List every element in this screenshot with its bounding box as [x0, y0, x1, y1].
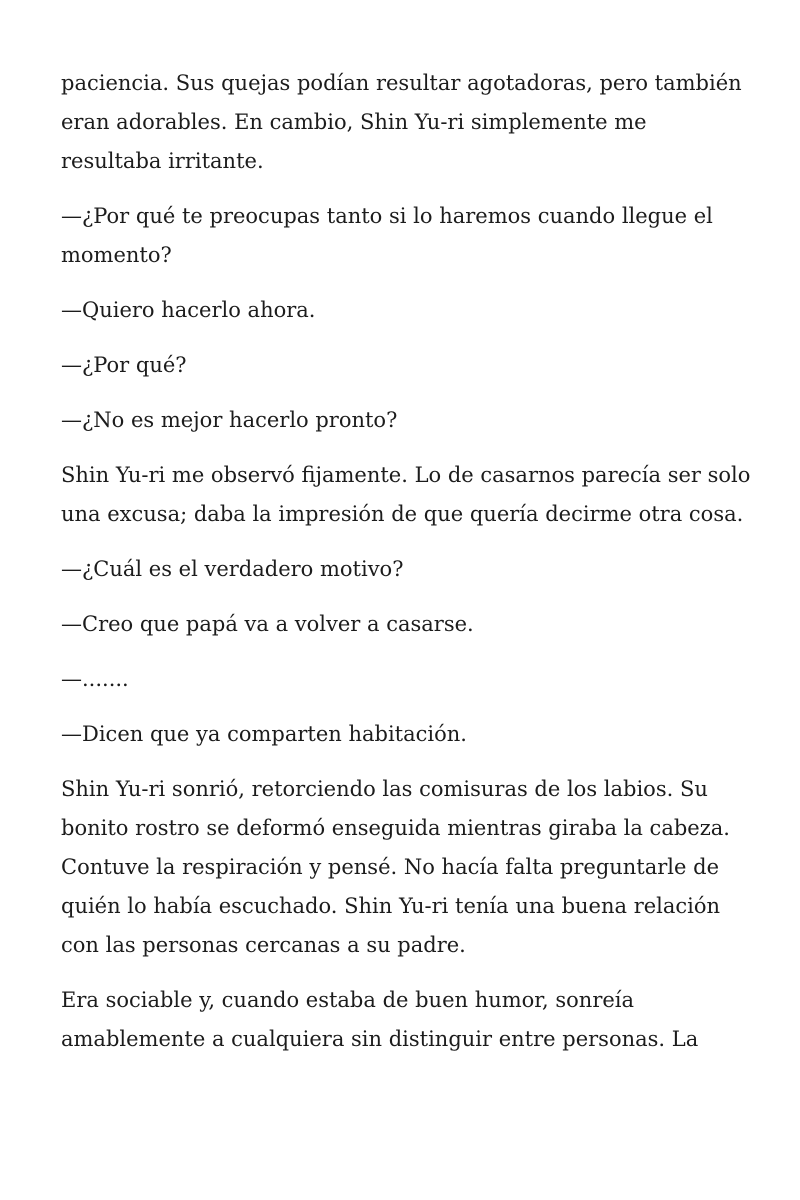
- dialogue-line-2: —Quiero hacerlo ahora.: [61, 298, 316, 322]
- dialogue-line-1: —¿Por qué te preocupas tanto si lo haremos cuando llegue el momento?: [61, 204, 713, 267]
- reader-page: [61, 64, 751, 1075]
- dialogue-line-4: —¿No es mejor hacerlo pronto?: [61, 408, 398, 432]
- dialogue-line-5: —¿Cuál es el verdadero motivo?: [61, 557, 404, 581]
- paragraph-4: Era sociable y, cuando estaba de buen humor, sonreía amablemente a cualquiera sin distinguir entre personas. La: [61, 988, 699, 1051]
- dialogue-line-7: —.......: [61, 667, 129, 691]
- paragraph-1: paciencia. Sus quejas podían resultar agotadoras, pero también eran adorables. En cambio, Shin Yu-ri simplemente me resultaba irritante.: [61, 71, 742, 173]
- dialogue-line-8: —Dicen que ya comparten habitación.: [61, 722, 467, 746]
- paragraph-2: Shin Yu-ri me observó fijamente. Lo de casarnos parecía ser solo una excusa; daba la impresión de que quería decirme otra cosa.: [61, 463, 751, 526]
- dialogue-line-6: —Creo que papá va a volver a casarse.: [61, 612, 474, 636]
- dialogue-line-3: —¿Por qué?: [61, 353, 187, 377]
- paragraph-3: Shin Yu-ri sonrió, retorciendo las comisuras de los labios. Su bonito rostro se deformó enseguida mientras giraba la cabeza. Contuve la respiración y pensé. No hacía falta preguntarle de quién lo había escuchado. Shin Yu-ri tenía una buena relación con las personas cercanas a su padre.: [61, 777, 730, 957]
